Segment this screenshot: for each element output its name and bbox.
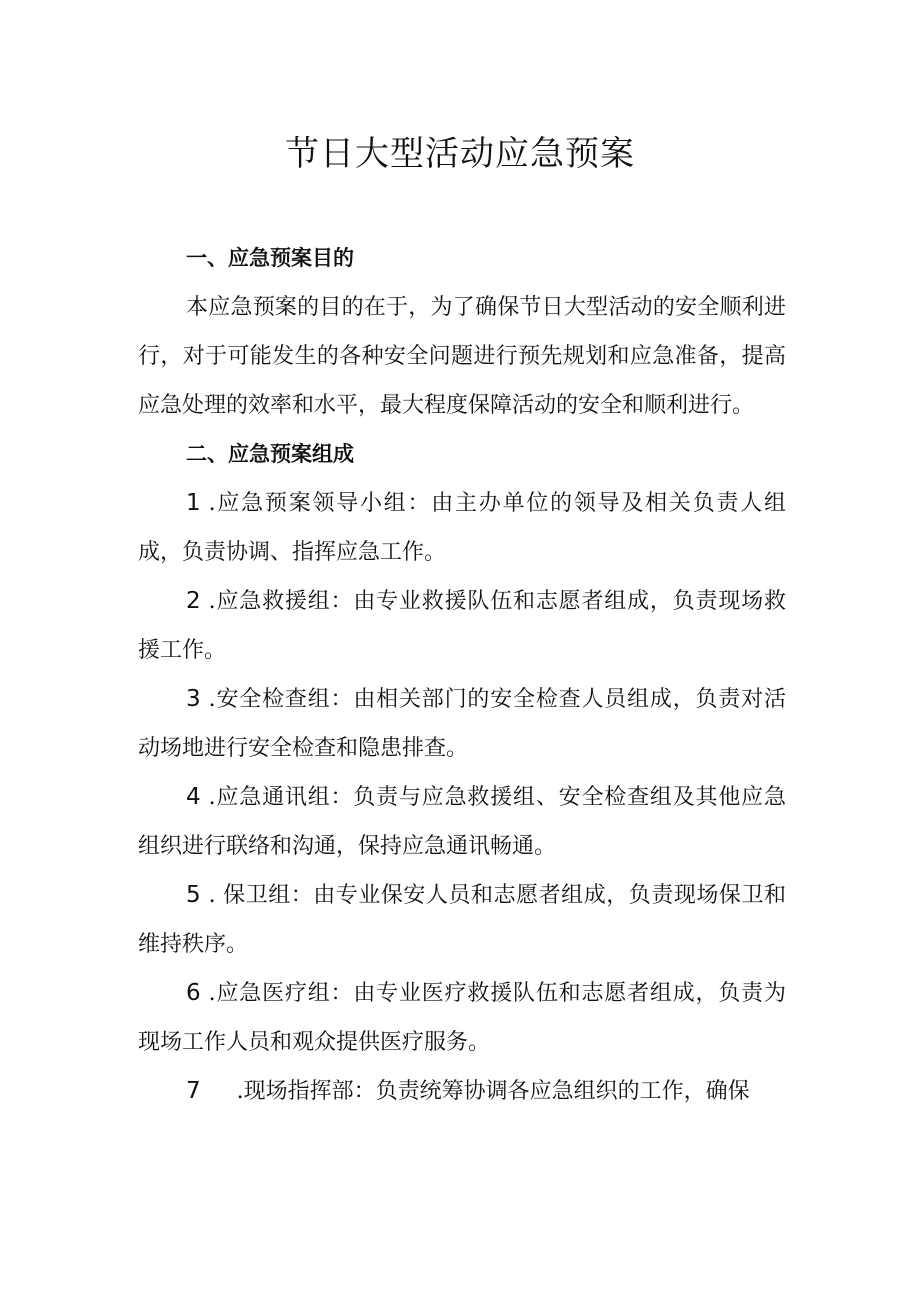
list-item-number: 6	[186, 980, 201, 1006]
list-item-text: . 保卫组：由专业保安人员和志愿者组成，负责现场保卫和维持秩序。	[138, 883, 786, 957]
list-item	[138, 871, 786, 969]
list-item-number: 2	[186, 588, 201, 614]
list-item-number: 3	[186, 686, 201, 712]
document-body	[138, 234, 786, 1116]
list-item-text: .应急医疗组：由专业医疗救援队伍和志愿者组成，负责为现场工作人员和观众提供医疗服务。	[138, 981, 786, 1055]
purpose-paragraph: 本应急预案的目的在于，为了确保节日大型活动的安全顺利进行，对于可能发生的各种安全问题进行预先规划和应急准备，提高应急处理的效率和水平，最大程度保障活动的安全和顺利进行。	[138, 295, 786, 418]
list-item-number: 7	[186, 1078, 201, 1104]
list-item	[138, 577, 786, 675]
list-item-number: 5	[186, 882, 201, 908]
list-item-text: .应急救援组：由专业救援队伍和志愿者组成，负责现场救援工作。	[138, 589, 786, 663]
list-item-number: 4	[186, 784, 201, 810]
document-title: 节日大型活动应急预案	[285, 134, 635, 174]
section-heading-purpose: 一、应急预案目的	[186, 246, 354, 270]
list-item-text: .应急预案领导小组：由主办单位的领导及相关负责人组成，负责协调、指挥应急工作。	[138, 491, 786, 565]
list-item	[138, 773, 786, 871]
list-item	[138, 969, 786, 1067]
list-item-text: .应急通讯组：负责与应急救援组、安全检查组及其他应急组织进行联络和沟通，保持应急通讯畅通。	[138, 785, 786, 859]
list-item	[138, 1067, 786, 1116]
list-item	[138, 479, 786, 577]
list-item	[138, 675, 786, 773]
list-item-text: .现场指挥部：负责统筹协调各应急组织的工作，确保	[236, 1079, 750, 1104]
list-item-number: 1	[186, 490, 201, 516]
section-heading-composition: 二、应急预案组成	[186, 442, 354, 466]
list-item-text: .安全检查组：由相关部门的安全检查人员组成，负责对活动场地进行安全检查和隐患排查。	[138, 687, 786, 761]
